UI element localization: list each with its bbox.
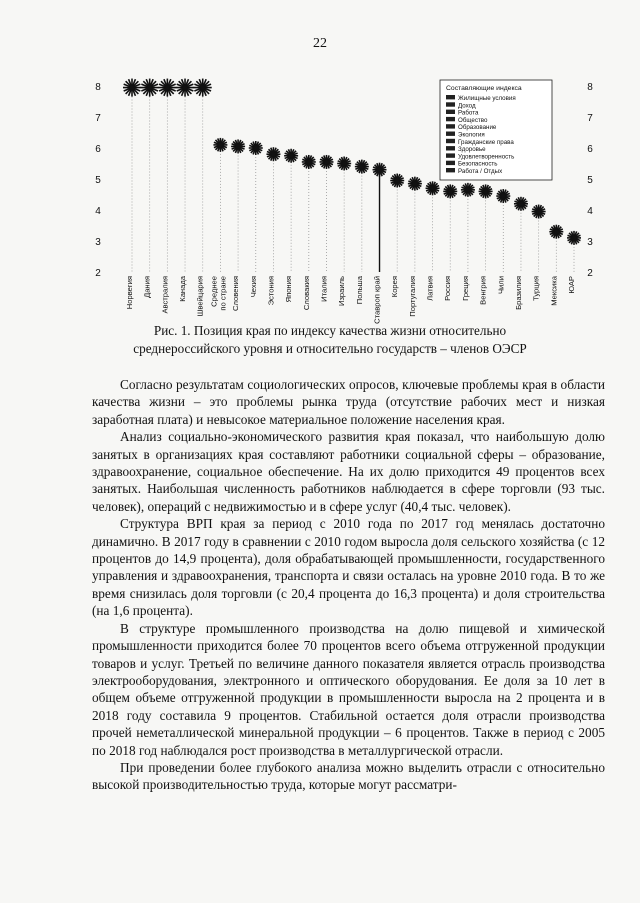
legend-swatch xyxy=(446,132,455,136)
data-point xyxy=(479,184,493,198)
data-point xyxy=(390,174,404,188)
y-tick-left: 8 xyxy=(95,82,101,93)
legend-item: Здоровье xyxy=(458,146,486,154)
legend-swatch xyxy=(446,124,455,128)
point-center xyxy=(483,189,487,193)
y-tick-left: 6 xyxy=(95,144,101,155)
y-tick-right: 4 xyxy=(587,206,593,217)
figure-caption xyxy=(60,322,600,358)
legend-item: Работа xyxy=(458,109,479,117)
x-tick-label: Бразилия xyxy=(513,276,523,310)
data-point xyxy=(123,79,141,97)
data-point xyxy=(532,205,546,219)
x-tick-label: Словения xyxy=(231,276,241,311)
x-tick-label: Португалия xyxy=(407,276,417,317)
y-tick-left: 7 xyxy=(95,113,101,124)
data-point xyxy=(158,79,176,97)
legend-item: Образование xyxy=(458,124,497,132)
point-center xyxy=(519,202,523,206)
x-tick-label: Дания xyxy=(142,276,152,298)
legend-swatch xyxy=(446,161,455,165)
y-tick-right: 2 xyxy=(587,268,593,279)
point-center xyxy=(183,85,187,89)
legend-item: Безопасность xyxy=(458,160,498,168)
point-center xyxy=(536,209,540,213)
chart-svg xyxy=(95,62,610,324)
x-tick-label: Ставроп край xyxy=(372,276,382,324)
y-tick-left: 4 xyxy=(95,206,101,217)
point-center xyxy=(342,161,346,165)
y-tick-left: 2 xyxy=(95,268,101,279)
x-tick-label: Польша xyxy=(354,276,364,305)
y-tick-left: 3 xyxy=(95,237,101,248)
point-center xyxy=(360,164,364,168)
point-center xyxy=(395,178,399,182)
y-tick-right: 7 xyxy=(587,113,593,124)
legend-item: Доход xyxy=(458,102,476,110)
point-center xyxy=(572,236,576,240)
x-tick-label: Эстония xyxy=(266,276,276,306)
y-tick-left: 5 xyxy=(95,175,101,186)
paragraph-5: При проведении более глубокого анализа можно выделить отрасли с относительно высокой производительностью труда, которые могут рассматри- xyxy=(92,759,605,793)
x-tick-label: ЮАР xyxy=(567,276,576,294)
legend-item: Жилищные условия xyxy=(458,95,516,102)
x-tick-label: Турция xyxy=(531,276,541,301)
data-point xyxy=(461,183,475,197)
point-center xyxy=(289,154,293,158)
legend-item: Удовлетворенность xyxy=(458,153,515,161)
quality-of-life-chart xyxy=(95,62,610,324)
data-point xyxy=(443,184,457,198)
x-tick-label: Мексика xyxy=(549,276,559,306)
legend-item: Работа / Отдых xyxy=(458,168,503,175)
point-center xyxy=(271,152,275,156)
data-point xyxy=(266,147,280,161)
y-tick-right: 5 xyxy=(587,175,593,186)
data-point xyxy=(514,197,528,211)
data-point xyxy=(176,79,194,97)
x-tick-label: по стране xyxy=(218,276,228,311)
point-center xyxy=(307,160,311,164)
point-center xyxy=(466,188,470,192)
legend-swatch xyxy=(446,95,455,99)
legend-swatch xyxy=(446,139,455,143)
y-tick-right: 3 xyxy=(587,237,593,248)
data-point xyxy=(249,141,263,155)
point-center xyxy=(218,143,222,147)
paragraph-1: Согласно результатам социологических опросов, ключевые проблемы края в области качества жизни – это проблемы рынка труда (отсутствие рабочих мест и низкая заработная плата) и невысокое материальное положение населения края. xyxy=(92,377,605,427)
x-tick-label: Греция xyxy=(460,276,470,301)
legend-swatch xyxy=(446,117,455,121)
legend-item: Гражданские права xyxy=(458,138,514,146)
data-point xyxy=(567,231,581,245)
legend-swatch xyxy=(446,153,455,157)
x-tick-label: Чехия xyxy=(248,276,258,298)
data-point xyxy=(496,189,510,203)
x-tick-label: Италия xyxy=(319,276,329,302)
point-center xyxy=(430,186,434,190)
point-center xyxy=(324,160,328,164)
x-tick-label: Словакия xyxy=(301,276,311,311)
legend-swatch xyxy=(446,102,455,106)
data-point xyxy=(373,163,387,177)
legend-item: Экология xyxy=(458,131,485,139)
x-tick-label: Швейцария xyxy=(195,276,205,317)
x-tick-label: Россия xyxy=(443,276,453,301)
data-point xyxy=(319,155,333,169)
data-point xyxy=(408,177,422,191)
x-tick-label: Норвегия xyxy=(125,276,134,310)
data-point xyxy=(231,139,245,153)
y-tick-right: 8 xyxy=(587,82,593,93)
paragraph-4: В структуре промышленного производства на долю пищевой и химической промышленности приходится более 70 процентов всего объема отгруженной продукции товаров и услуг. Третьей по величине данного показателя является отрасль производства электрооборудования, электронного и оптического оборудования. Ее доля за 10 лет в общем объеме отгруженной продукции в промышленности выросла на 2 процента и в 2018 году составила 9 процентов. Стабильной остается доля отрасли производства прочей неметаллической минеральной продукции – 6 процентов. Также в период с 2005 по 2018 год наблюдался рост производства в металлургической отрасли. xyxy=(92,620,605,758)
paragraph-2: Анализ социально-экономического развития края показал, что наибольшую долю занятых в организациях края составляют работники социальной сферы – образование, здравоохранение, социальное обеспечение. На их долю приходится 49 процентов всех занятых. Наибольшая численность работников наблюдается в сфере торговли (93 тыс. человек), операций с недвижимостью и в сфере услуг (40,4 тыс. человек). xyxy=(92,429,605,514)
page-number: 22 xyxy=(313,36,327,51)
x-tick-label: Чили xyxy=(496,276,506,294)
x-tick-label: Израиль xyxy=(337,276,347,307)
legend-item: Общество xyxy=(458,116,488,124)
legend-swatch xyxy=(446,146,455,150)
data-point xyxy=(302,155,316,169)
caption-line-2: среднероссийского уровня и относительно государств – членов ОЭСР xyxy=(133,341,527,356)
data-point xyxy=(337,157,351,171)
data-point xyxy=(426,181,440,195)
point-center xyxy=(413,181,417,185)
data-point xyxy=(213,138,227,152)
body-text xyxy=(92,376,605,794)
x-tick-label: Венгрия xyxy=(478,276,488,305)
point-center xyxy=(377,168,381,172)
x-tick-label: Латвия xyxy=(425,276,435,301)
data-point xyxy=(194,79,212,97)
x-tick-label: Канада xyxy=(178,276,188,302)
y-tick-right: 6 xyxy=(587,144,593,155)
point-center xyxy=(501,194,505,198)
point-center xyxy=(201,85,205,89)
x-tick-label: Япония xyxy=(284,276,294,303)
data-point xyxy=(355,160,369,174)
point-center xyxy=(236,144,240,148)
point-center xyxy=(448,189,452,193)
point-center xyxy=(165,85,169,89)
data-point xyxy=(549,225,563,239)
x-tick-label: Корея xyxy=(390,276,400,298)
paragraph-3: Структура ВРП края за период с 2010 года по 2017 год менялась достаточно динамично. В 2017 году в сравнении с 2010 годом выросла доля сельского хозяйства (с 12 процентов до 14,9 процента), доля обрабатывающей промышленности, государственного управления и здравоохранения, транспорта и связи осталась на уровне 2010 года. В то же время снизилась доля торговли (с 20,4 процента до 16,3 процента) и доля строительства (на 1,6 процента). xyxy=(92,516,605,619)
point-center xyxy=(554,230,558,234)
x-tick-label: Австралия xyxy=(160,276,170,314)
caption-line-1: Рис. 1. Позиция края по индексу качества жизни относительно xyxy=(153,323,507,338)
point-center xyxy=(147,85,151,89)
point-center xyxy=(130,85,134,89)
data-point xyxy=(141,79,159,97)
legend-title: Составляющие индекса xyxy=(446,85,522,92)
x-tick-label: Среднее xyxy=(209,276,219,307)
legend-swatch xyxy=(446,110,455,114)
point-center xyxy=(254,146,258,150)
data-point xyxy=(284,149,298,163)
legend-swatch xyxy=(446,168,455,172)
